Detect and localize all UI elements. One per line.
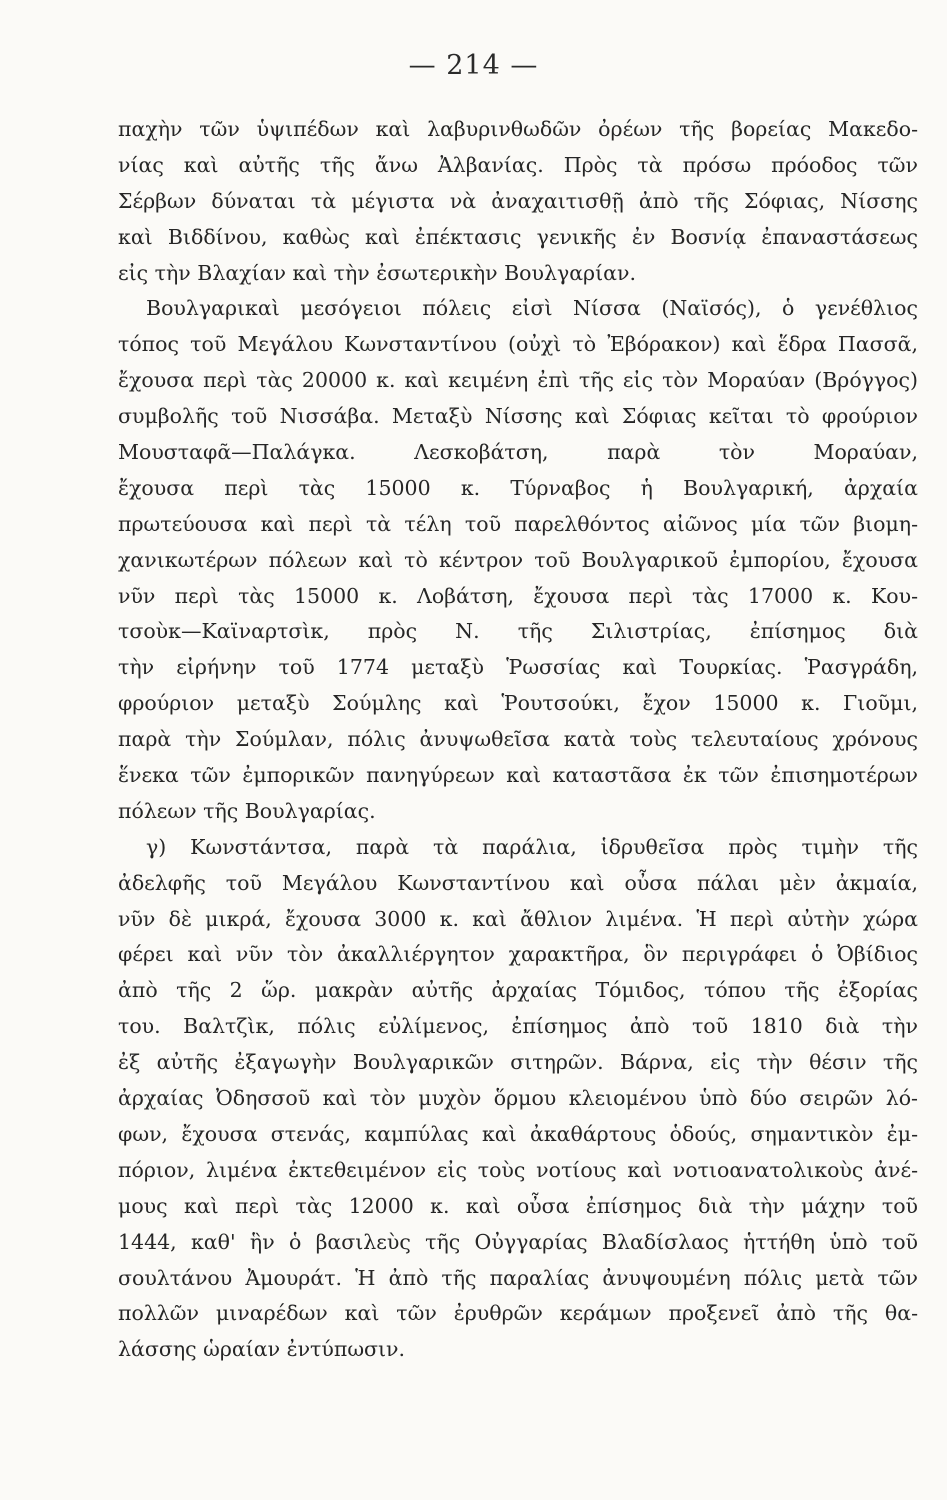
text-line: νῦν περὶ τὰς 15000 κ. Λοβάτση, ἔχουσα περὶ τὰς 17000 κ. Κου- [118,583,918,608]
text-line: φέρει καὶ νῦν τὸν ἀκαλλιέργητον χαρακτῆρα, ὃν περιγράφει ὁ Ὀβίδιος [118,942,918,967]
text-line: τσοὺκ—Καϊναρτσὶκ, πρὸς Ν. τῆς Σιλιστρίας, ἐπίσημος διὰ [118,619,918,644]
text-line: σουλτάνου Ἀμουράτ. Ἡ ἀπὸ τῆς παραλίας ἀνυψουμένη πόλις μετὰ τῶν [118,1265,918,1290]
page-number: — 214 — [408,50,539,81]
text-line: ἐξ αὐτῆς ἐξαγωγὴν Βουλγαρικῶν σιτηρῶν. Βάρνα, εἰς τὴν θέσιν τῆς [118,1050,918,1075]
text-line: ἔχουσα περὶ τὰς 20000 κ. καὶ κειμένη ἐπὶ τῆς εἰς τὸν Μοραύαν (Βρόγγος) [118,368,918,393]
text-line: τόπος τοῦ Μεγάλου Κωνσταντίνου (οὐχὶ τὸ Ἐβόρακον) καὶ ἕδρα Πασσᾶ, [118,332,918,357]
text-line: λάσσης ὡραίαν ἐντύπωσιν. [118,1337,406,1362]
text-line: γ) Κωνστάντσα, παρὰ τὰ παράλια, ἱδρυθεῖσα πρὸς τιμὴν τῆς [146,834,918,859]
text-line: πολλῶν μιναρέδων καὶ τῶν ἐρυθρῶν κεράμων προξενεῖ ἀπὸ τῆς θα- [118,1301,918,1326]
text-line: ἀρχαίας Ὀδησσοῦ καὶ τὸν μυχὸν ὅρμου κλειομένου ὑπὸ δύο σειρῶν λό- [118,1086,918,1111]
text-line: συμβολῆς τοῦ Νισσάβα. Μεταξὺ Νίσσης καὶ Σόφιας κεῖται τὸ φρούριον [118,404,918,429]
body-text [118,112,918,1368]
text-line: φων, ἔχουσα στενάς, καμπύλας καὶ ἀκαθάρτους ὁδούς, σημαντικὸν ἐμ- [118,1121,918,1146]
text-line: καὶ Βιδδίνου, καθὼς καὶ ἐπέκτασις γενικῆς ἐν Βοσνίᾳ ἐπαναστάσεως [118,224,918,249]
text-line: πόλεων τῆς Βουλγαρίας. [118,798,376,823]
text-line: φρούριον μεταξὺ Σούμλης καὶ Ῥουτσούκι, ἔχον 15000 κ. Γιοῦμι, [118,691,918,716]
text-line: ἀδελφῆς τοῦ Μεγάλου Κωνσταντίνου καὶ οὖσα πάλαι μὲν ἀκμαία, [118,870,918,895]
text-line: ἕνεκα τῶν ἐμπορικῶν πανηγύρεων καὶ καταστᾶσα ἐκ τῶν ἐπισημοτέρων [118,763,918,788]
text-line: νίας καὶ αὐτῆς τῆς ἄνω Ἀλβανίας. Πρὸς τὰ πρόσω πρόοδος τῶν [118,152,918,177]
text-line: ἀπὸ τῆς 2 ὥρ. μακρὰν αὐτῆς ἀρχαίας Τόμιδος, τόπου τῆς ἐξορίας [118,978,918,1003]
text-line: 1444, καθ' ἣν ὁ βασιλεὺς τῆς Οὐγγαρίας Βλαδίσλαος ἡττήθη ὑπὸ τοῦ [118,1229,918,1254]
text-line: του. Βαλτζὶκ, πόλις εὐλίμενος, ἐπίσημος ἀπὸ τοῦ 1810 διὰ τὴν [118,1014,918,1039]
text-line: πρωτεύουσα καὶ περὶ τὰ τέλη τοῦ παρελθόντος αἰῶνος μία τῶν βιομη- [118,511,918,536]
text-line: Μουσταφᾶ—Παλάγκα. Λεσκοβάτση, παρὰ τὸν Μοραύαν, [118,440,918,465]
text-line: χανικωτέρων πόλεων καὶ τὸ κέντρον τοῦ Βουλγαρικοῦ ἐμπορίου, ἔχουσα [118,547,918,572]
text-line: Βουλγαρικαὶ μεσόγειοι πόλεις εἰσὶ Νίσσα (Ναϊσός), ὁ γενέθλιος [146,296,918,321]
text-line: νῦν δὲ μικρά, ἔχουσα 3000 κ. καὶ ἄθλιον λιμένα. Ἡ περὶ αὐτὴν χώρα [118,906,918,931]
text-line: ἔχουσα περὶ τὰς 15000 κ. Τύρναβος ἡ Βουλγαρική, ἀρχαία [118,475,918,500]
text-line: παχὴν τῶν ὑψιπέδων καὶ λαβυρινθωδῶν ὀρέων τῆς βορείας Μακεδο- [118,117,918,141]
text-line: πόριον, λιμένα ἐκτεθειμένον εἰς τοὺς νοτίους καὶ νοτιοανατολικοὺς ἀνέ- [118,1157,918,1182]
text-line: παρὰ τὴν Σούμλαν, πόλις ἀνυψωθεῖσα κατὰ τοὺς τελευταίους χρόνους [118,727,918,752]
text-line: εἰς τὴν Βλαχίαν καὶ τὴν ἐσωτερικὴν Βουλγαρίαν. [118,260,636,285]
text-line: μους καὶ περὶ τὰς 12000 κ. καὶ οὖσα ἐπίσημος διὰ τὴν μάχην τοῦ [118,1193,918,1218]
text-line: Σέρβων δύναται τὰ μέγιστα νὰ ἀναχαιτισθῇ ἀπὸ τῆς Σόφιας, Νίσσης [118,188,918,213]
text-line: τὴν εἰρήνην τοῦ 1774 μεταξὺ Ῥωσσίας καὶ Τουρκίας. Ῥασγράδη, [118,655,918,680]
